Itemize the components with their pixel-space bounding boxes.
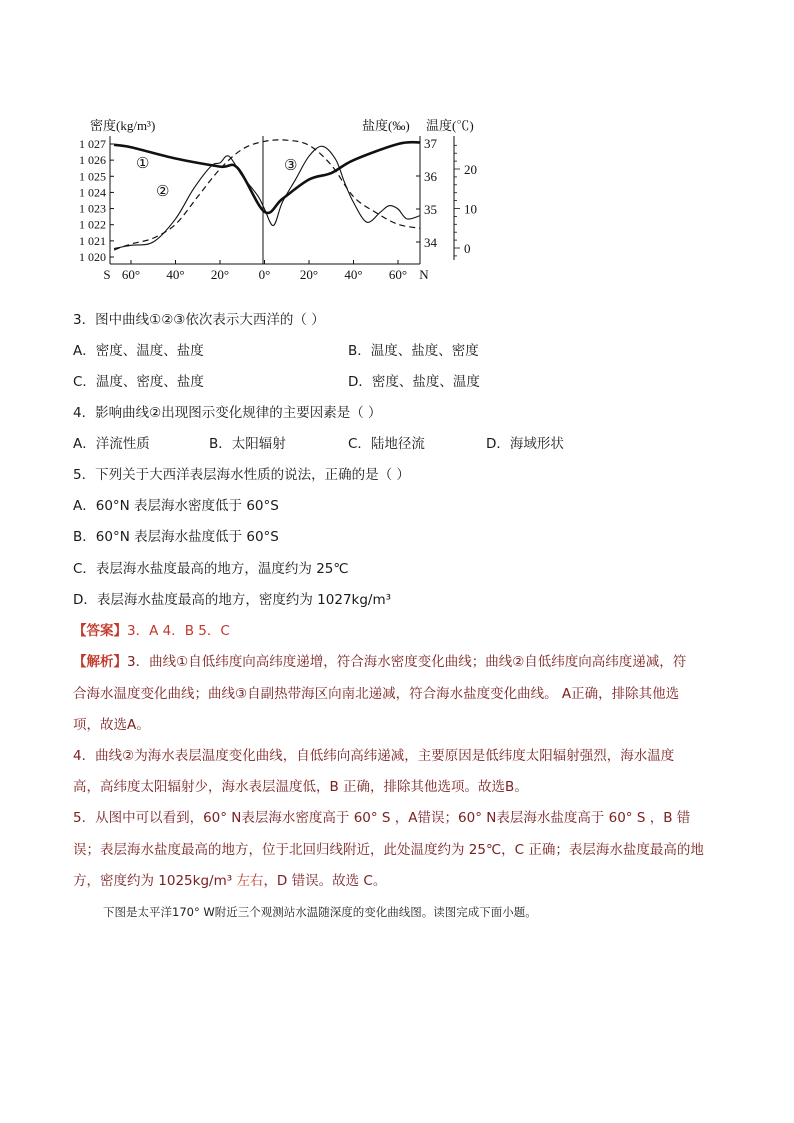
analysis-text-1: 3．曲线①自低纬度向高纬度递增，符合海水密度变化曲线；曲线②自低纬度向高纬度递减，符 bbox=[127, 654, 687, 670]
q5-option-a: A．60°N 表层海水密度低于 60°S bbox=[73, 498, 279, 514]
analysis-line-2: 合海水温度变化曲线；曲线③自副热带海区向南北递减，符合海水盐度变化曲线。 A正确，排除其他选 bbox=[73, 686, 680, 702]
q5-option-d: D．表层海水盐度最高的地方，密度约为 1027kg/m³ bbox=[73, 592, 392, 608]
q5-stem: 5．下列关于大西洋表层海水性质的说法，正确的是（ ） bbox=[73, 467, 410, 483]
density-tick-label: 1 027 bbox=[79, 137, 106, 151]
latitude-tick-label: 20° bbox=[210, 267, 230, 282]
temperature-tick-label: 0 bbox=[464, 241, 471, 256]
temperature-tick-label: 10 bbox=[464, 201, 477, 217]
density-tick-label: 1 020 bbox=[79, 250, 106, 264]
salinity-tick-label: 37 bbox=[424, 136, 437, 151]
curve-label-2: ② bbox=[156, 184, 170, 200]
latitude-tick-label: 60° bbox=[388, 267, 408, 282]
density-ticks bbox=[79, 137, 114, 264]
analysis-line-8 bbox=[73, 872, 386, 890]
density-tick-label: 1 025 bbox=[79, 169, 106, 184]
q5-option-c: C．表层海水盐度最高的地方，温度约为 25℃ bbox=[73, 561, 349, 577]
latitude-ticks bbox=[103, 260, 429, 282]
analysis-line-7: 误；表层海水盐度最高的地方，位于北回归线附近，此处温度约为 25℃，C 正确；表层海水盐度最高的地 bbox=[73, 842, 704, 858]
q4-stem: 4．影响曲线②出现图示变化规律的主要因素是（ ） bbox=[73, 405, 382, 421]
latitude-tick-label: 40° bbox=[344, 267, 363, 282]
density-tick-label: 1 024 bbox=[79, 185, 106, 200]
salinity-axis-label: 盐度(‰) bbox=[362, 118, 410, 133]
analysis-line-5: 高，高纬度太阳辐射少，海水表层温度低，B 正确，排除其他选项。故选B。 bbox=[73, 779, 528, 795]
q5-option-b: B．60°N 表层海水盐度低于 60°S bbox=[73, 529, 279, 545]
analysis-tag: 【解析】 bbox=[73, 654, 127, 670]
q3-option-c: C．温度、密度、盐度 bbox=[73, 374, 204, 390]
density-tick-label: 1 021 bbox=[79, 233, 106, 248]
density-tick-label: 1 023 bbox=[79, 201, 106, 216]
q4-option-b: B．太阳辐射 bbox=[209, 436, 286, 452]
analysis-line-3: 项，故选A。 bbox=[73, 717, 150, 733]
temperature-tick-label: 20 bbox=[464, 162, 477, 177]
density-axis-label: 密度(kg/m³) bbox=[90, 118, 156, 133]
analysis-line-1 bbox=[73, 653, 686, 671]
temperature-ticks bbox=[454, 145, 477, 256]
next-figure-intro: 下图是太平洋170° W附近三个观测站水温随深度的变化曲线图。读图完成下面小题。 bbox=[103, 905, 537, 919]
latitude-tick-label: N bbox=[419, 267, 429, 282]
curve-1-density bbox=[114, 142, 420, 213]
analysis-line-4: 4．曲线②为海水表层温度变化曲线，自低纬向高纬递减，主要原因是低纬度太阳辐射强烈，海水温度 bbox=[73, 748, 675, 764]
q3-option-b: B．温度、盐度、密度 bbox=[348, 343, 479, 359]
q4-option-c: C．陆地径流 bbox=[348, 436, 425, 452]
analysis-text-8b: 左右 bbox=[236, 873, 264, 889]
q3-option-a: A．密度、温度、盐度 bbox=[73, 343, 204, 359]
salinity-tick-label: 36 bbox=[424, 169, 437, 184]
ocean-properties-chart bbox=[70, 112, 490, 284]
q4-option-d: D．海域形状 bbox=[486, 436, 564, 452]
latitude-tick-label: 60° bbox=[121, 267, 141, 282]
latitude-tick-label: 0° bbox=[258, 267, 271, 282]
answer-line bbox=[73, 622, 230, 640]
density-tick-label: 1 026 bbox=[79, 153, 106, 168]
latitude-tick-label: 40° bbox=[166, 267, 185, 282]
analysis-text-8a: 方，密度约为 1025kg/m³ bbox=[73, 873, 237, 889]
curve-label-3: ③ bbox=[284, 158, 298, 174]
answer-tag: 【答案】 bbox=[73, 623, 127, 639]
latitude-tick-label: 20° bbox=[299, 267, 319, 282]
salinity-tick-label: 35 bbox=[424, 202, 437, 217]
q3-option-d: D．密度、盐度、温度 bbox=[348, 374, 480, 390]
q4-option-a: A．洋流性质 bbox=[73, 436, 150, 452]
salinity-ticks bbox=[416, 136, 438, 250]
temperature-axis-label: 温度(℃) bbox=[426, 118, 474, 133]
q3-stem: 3．图中曲线①②③依次表示大西洋的（ ） bbox=[73, 312, 325, 328]
analysis-line-6: 5．从图中可以看到，60° N表层海水密度高于 60° S ，A错误；60° N表层海水盐度高于 60° S ，B 错 bbox=[73, 810, 691, 826]
analysis-text-8c: ，D 错误。故选 C。 bbox=[263, 873, 387, 889]
salinity-tick-label: 34 bbox=[424, 235, 437, 250]
curve-label-1: ① bbox=[136, 156, 150, 172]
latitude-tick-label: S bbox=[103, 267, 111, 282]
answer-text: 3．A 4．B 5．C bbox=[127, 623, 230, 639]
density-tick-label: 1 022 bbox=[79, 217, 106, 232]
